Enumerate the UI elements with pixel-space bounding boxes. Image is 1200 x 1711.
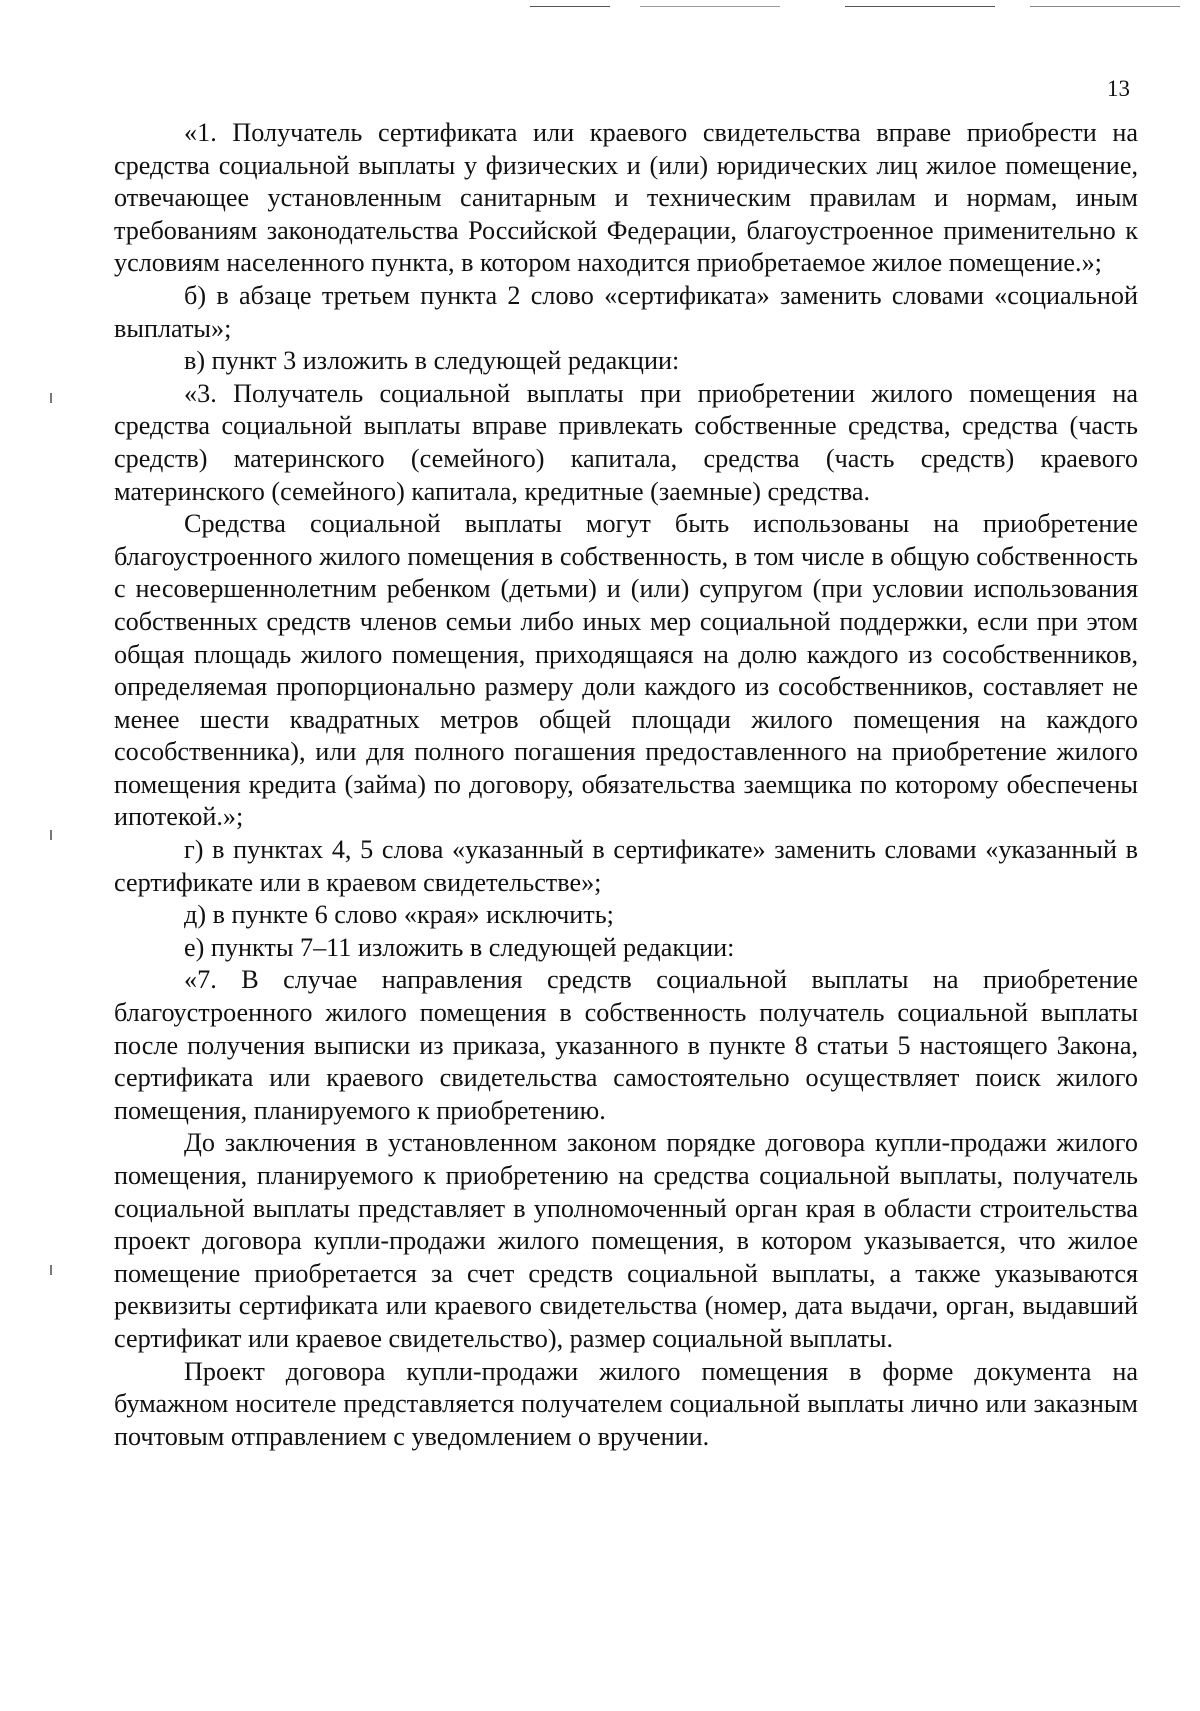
scan-artifact-line [640, 6, 780, 7]
paragraph: б) в абзаце третьем пункта 2 слово «сертификата» заменить словами «социальной выплаты»; [114, 280, 1138, 343]
paragraph: Проект договора купли-продажи жилого помещения в форме документа на бумажном носителе представляется получателем социальной выплаты лично или заказным почтовым отправлением с уведомлением о вручении. [114, 1356, 1138, 1451]
scan-artifact-speck [50, 393, 52, 403]
scan-artifact-speck [50, 830, 52, 840]
scan-artifact-line [1030, 6, 1180, 7]
scan-artifact-line [845, 6, 995, 7]
paragraph: «7. В случае направления средств социальной выплаты на приобретение благоустроенного жилого помещения в собственность получатель социальной выплаты после получения выписки из приказа, указанного в пункте 8 статьи 5 настоящего Закона, сертификата или краевого свидетельства самостоятельно осуществляет поиск жилого помещения, планируемого к приобретению. [114, 965, 1138, 1125]
paragraph: «1. Получатель сертификата или краевого свидетельства вправе приобрести на средства социальной выплаты у физических и (или) юридических лиц жилое помещение, отвечающее установленным санитарным и техническим правилам и нормам, иным требованиям законодательства Российской Федерации, благоустроенное применительно к условиям населенного пункта, в котором находится приобретаемое жилое помещение.»; [114, 118, 1138, 278]
paragraph: д) в пункте 6 слово «края» исключить; [184, 900, 614, 930]
paragraph: До заключения в установленном законом порядке договора купли-продажи жилого помещения, планируемого к приобретению на средства социальной выплаты, получатель социальной выплаты представляет в уполномоченный орган края в области строительства проект договора купли-продажи жилого помещения, в котором указывается, что жилое помещение приобретается за счет средств социальной выплаты, а также указываются реквизиты сертификата или краевого свидетельства (номер, дата выдачи, орган, выдавший сертификат или краевое свидетельство), размер социальной выплаты. [114, 1128, 1138, 1353]
paragraph: е) пункты 7–11 изложить в следующей редакции: [184, 932, 735, 962]
paragraph: г) в пунктах 4, 5 слова «указанный в сертификате» заменить словами «указанный в сертификате или в краевом свидетельстве»; [114, 835, 1138, 897]
scan-artifact-line [530, 6, 610, 7]
paragraph: «3. Получатель социальной выплаты при приобретении жилого помещения на средства социальной выплаты вправе привлекать собственные средства, средства (часть средств) материнского (семейного) капитала, средства (часть средств) краевого материнского (семейного) капитала, кредитные (заемные) средства. [114, 378, 1138, 506]
paragraph: в) пункт 3 изложить в следующей редакции: [184, 346, 680, 376]
document-body [114, 117, 1138, 1453]
paragraph: Средства социальной выплаты могут быть использованы на приобретение благоустроенного жилого помещения в собственность, в том числе в общую собственность с несовершеннолетним ребенком (детьми) и (или) супругом (при условии использования собственных средств членов семьи либо иных мер социальной поддержки, если при этом общая площадь жилого помещения, приходящаяся на долю каждого из сособственников, определяемая пропорционально размеру доли каждого из сособственников, составляет не менее шести квадратных метров общей площади жилого помещения на каждого сособственника), или для полного погашения предоставленного на приобретение жилого помещения кредита (займа) по договору, обязательства заемщика по которому обеспечены ипотекой.»; [114, 509, 1138, 832]
scan-artifact-speck [50, 1265, 52, 1275]
page-number: 13 [1107, 76, 1130, 101]
